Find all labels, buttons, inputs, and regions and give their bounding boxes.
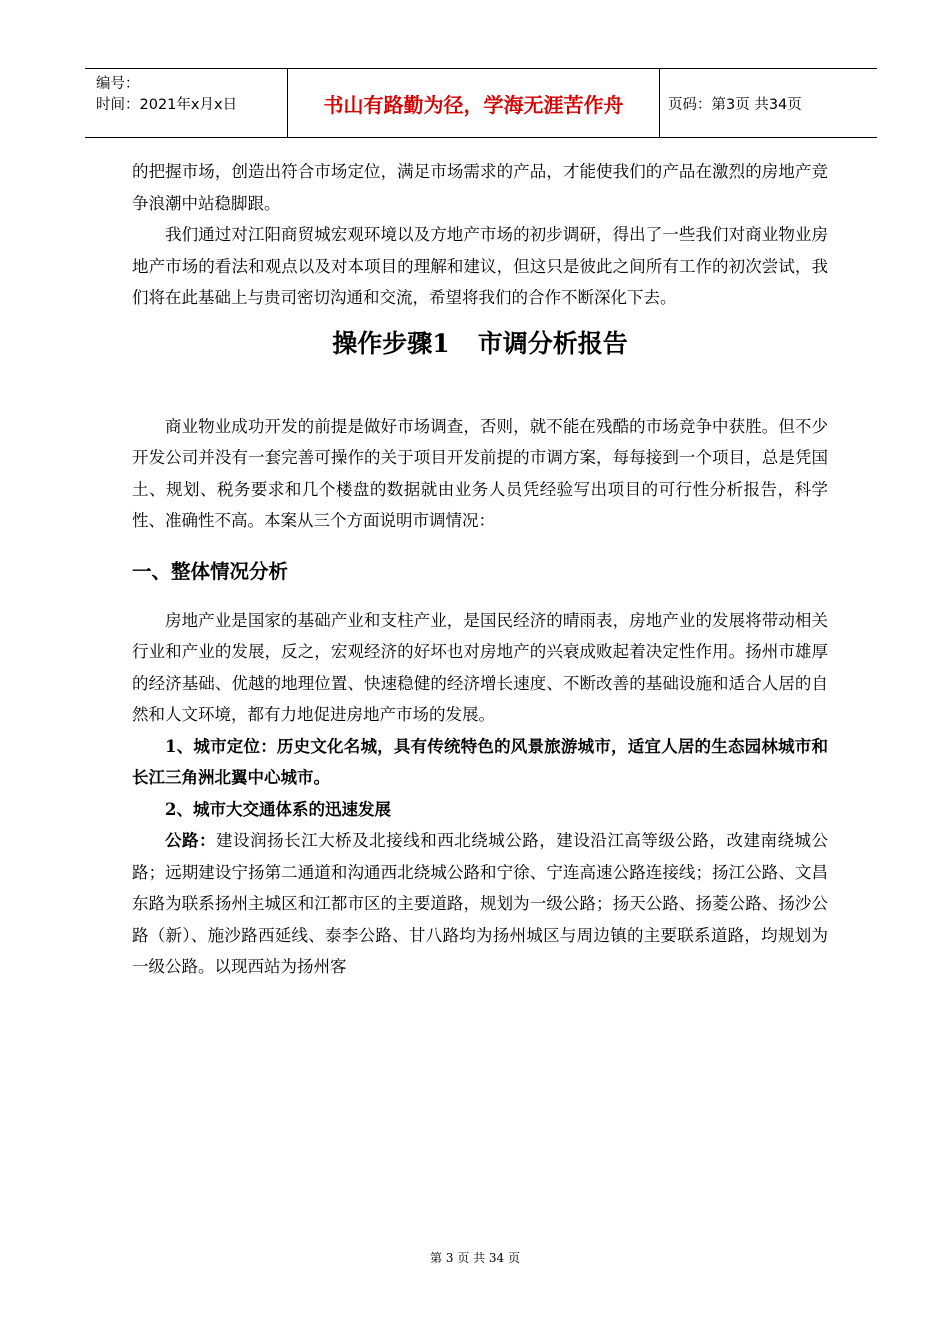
paragraph: 房地产业是国家的基础产业和支柱产业，是国民经济的晴雨表，房地产业的发展将带动相关行业和产业的发展，反之，宏观经济的好坏也对房地产的兴衰成败起着决定性作用。扬州市雄厚的经济基础、优越的地理位置、快速稳健的经济增长速度、不断改善的基础设施和适合人居的自然和人文环境，都有力地促进房地产市场的发展。 [132, 610, 828, 724]
section-title [132, 327, 828, 361]
paragraph-city-positioning: 1、城市定位：历史文化名城，具有传统特色的风景旅游城市，适宜人居的生态园林城市和长江三角洲北翼中心城市。 [132, 736, 828, 787]
document-body [132, 156, 828, 983]
paragraph-traffic-heading: 2、城市大交通体系的迅速发展 [165, 799, 391, 819]
section-title-step: 操作步骤1 [332, 328, 450, 358]
paragraph: 我们通过对江阳商贸城宏观环境以及方地产市场的初步调研，得出了一些我们对商业物业房地产市场的看法和观点以及对本项目的理解和建议，但这只是彼此之间所有工作的初次尝试，我们将在此基础上与贵司密切沟通和交流，希望将我们的合作不断深化下去。 [132, 225, 828, 307]
section-title-name: 市调分析报告 [477, 328, 628, 358]
doc-time-label: 时间：2021年x月x日 [96, 97, 238, 113]
doc-number-label: 编号： [96, 76, 140, 92]
paragraph: 的把握市场，创造出符合市场定位，满足市场需求的产品，才能使我们的产品在激烈的房地产竞争浪潮中站稳脚跟。 [132, 162, 828, 213]
document-header [85, 68, 877, 138]
roads-text: 建设润扬长江大桥及北接线和西北绕城公路，建设沿江高等级公路，改建南绕城公路；远期建设宁扬第二通道和沟通西北绕城公路和宁徐、宁连高速公路连接线；扬江公路、文昌东路为联系扬州主城区和江都市区的主要道路，规划为一级公路；扬天公路、扬菱公路、扬沙公路（新）、施沙路西延线、泰李公路、甘八路均为扬州城区与周边镇的主要联系道路，均规划为一级公路。以现西站为扬州客 [132, 831, 829, 976]
roads-label: 公路： [165, 831, 217, 850]
header-meta-cell [85, 69, 288, 137]
header-page-label: 页码：第3页 共34页 [668, 96, 802, 113]
paragraph: 商业物业成功开发的前提是做好市场调查，否则，就不能在残酷的市场竞争中获胜。但不少开发公司并没有一套完善可操作的关于项目开发前提的市调方案，每每接到一个项目，总是凭国土、规划、税务要求和几个楼盘的数据就由业务人员凭经验写出项目的可行性分析报告，科学性、准确性不高。本案从三个方面说明市调情况： [132, 416, 828, 530]
paragraph-roads [132, 825, 828, 983]
header-motto: 书山有路勤为径，学海无涯苦作舟 [288, 69, 660, 137]
page-footer: 第 3 页 共 34 页 [430, 1251, 520, 1265]
section-heading: 一、整体情况分析 [132, 559, 289, 583]
